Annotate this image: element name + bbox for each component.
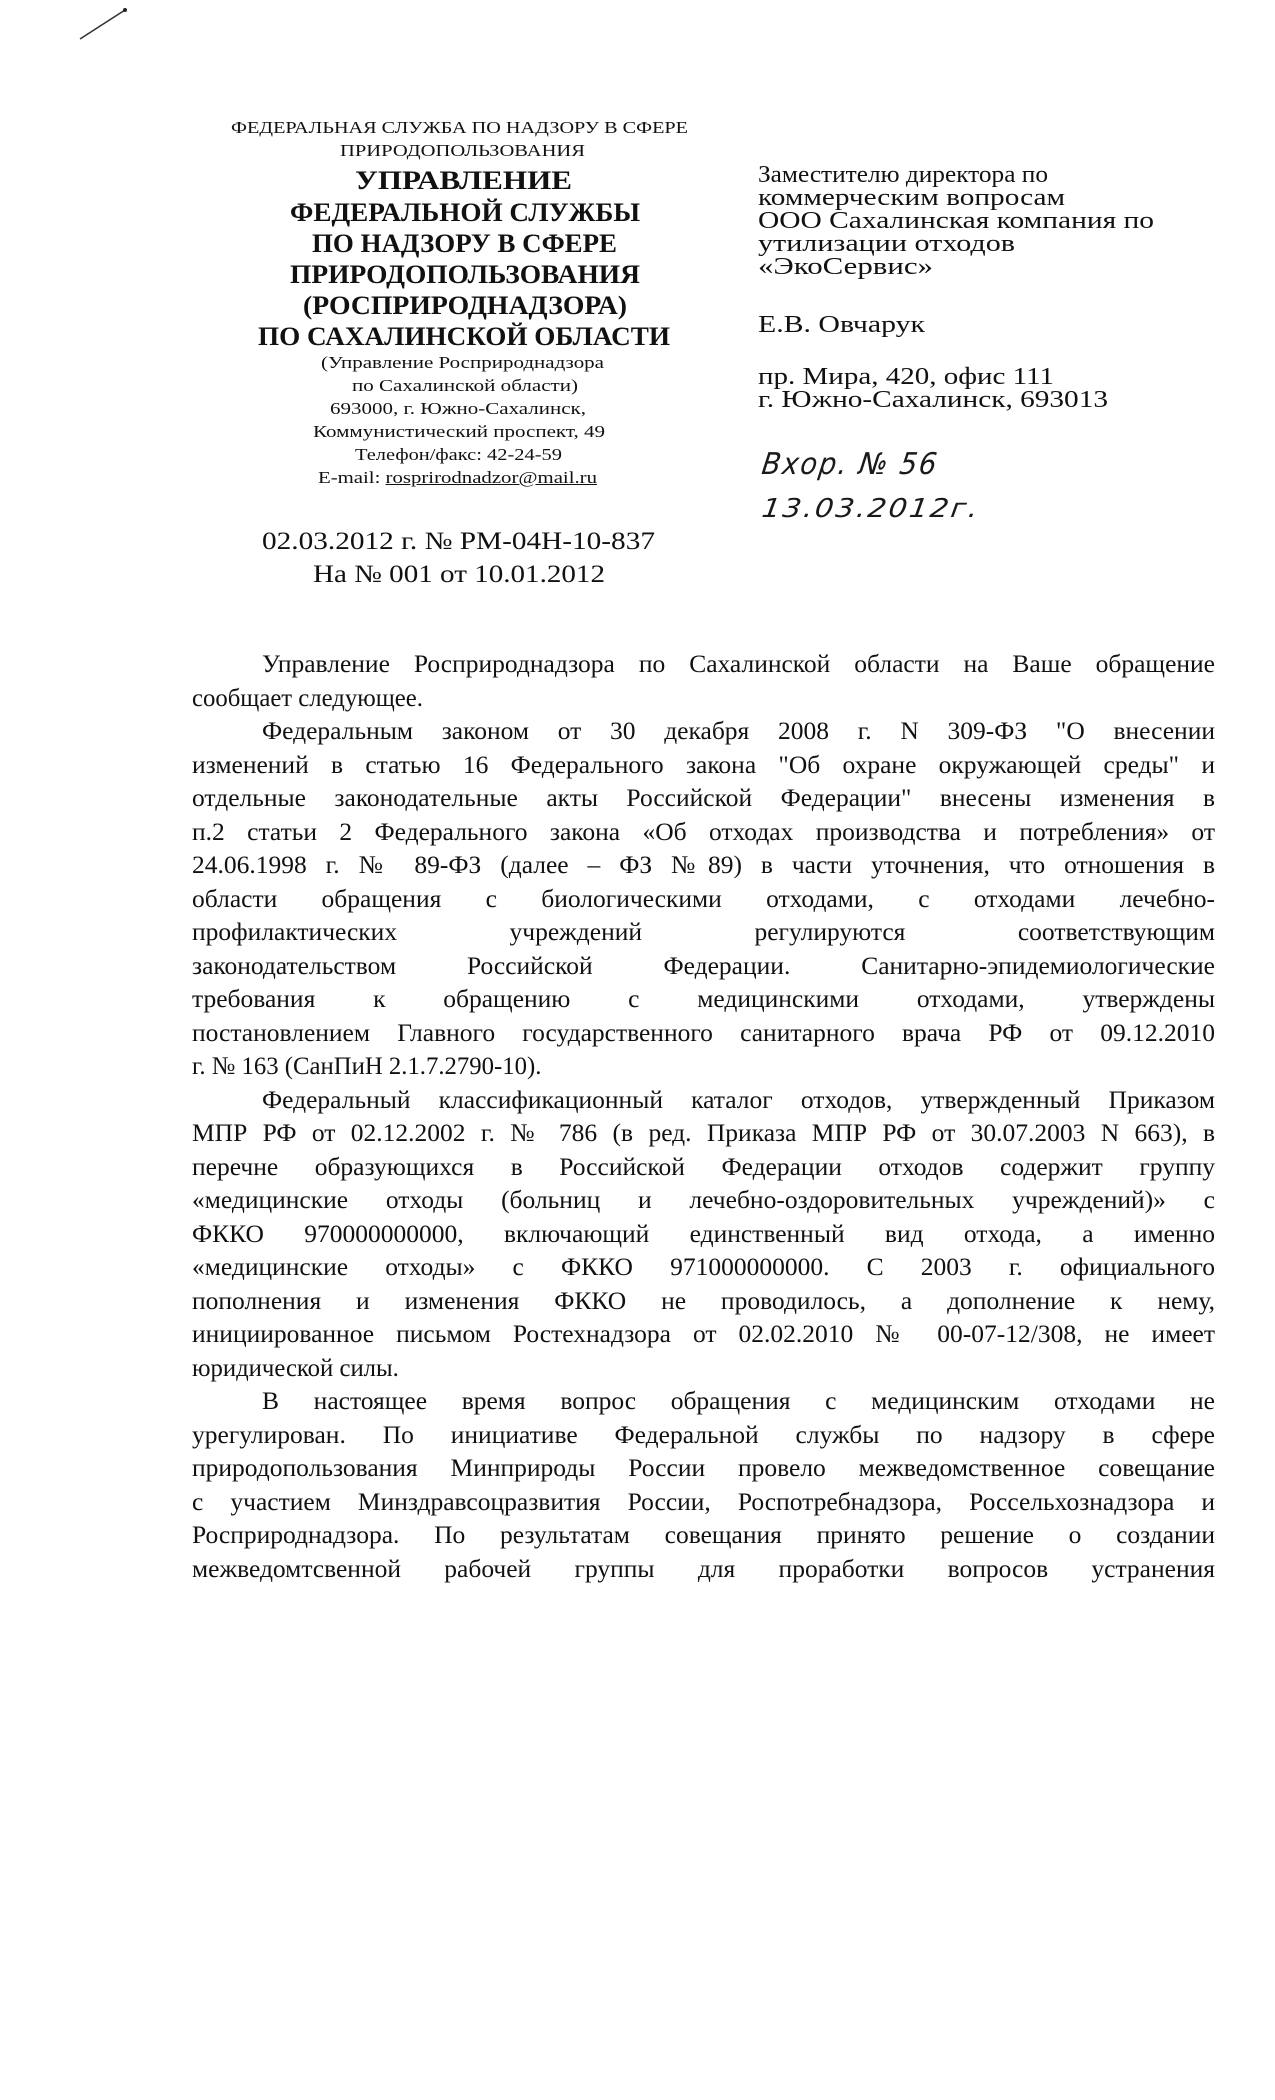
- agency-info-line: Телефон/факс: 42-24-59: [355, 445, 562, 464]
- recipient-line: ООО Сахалинская компания по: [758, 208, 1154, 234]
- body-text-line: пополнения и изменения ФККО не проводилось, а дополнение к нему,: [192, 1285, 1215, 1315]
- body-text-line: отдельные законодательные акты Российской Федерации" внесены изменения в: [192, 783, 1215, 812]
- agency-title-line: (РОСПРИРОДНАДЗОРА): [303, 291, 627, 320]
- recipient-address-line: пр. Мира, 420, офис 111: [758, 364, 1054, 390]
- agency-top-line: ФЕДЕРАЛЬНАЯ СЛУЖБА ПО НАДЗОРУ В СФЕРЕ: [231, 118, 688, 137]
- body-text-line: В настоящее время вопрос обращения с медицинским отходами не: [262, 1386, 1215, 1415]
- agency-title-line: ПО НАДЗОРУ В СФЕРЕ: [312, 229, 617, 258]
- body-text-line: п.2 статьи 2 Федерального закона «Об отходах производства и потребления» от: [192, 816, 1215, 846]
- recipient-line: утилизации отходов: [758, 231, 1015, 257]
- body-text-line: природопользования Минприроды России провело межведомственное совещание: [192, 1453, 1215, 1482]
- pen-stroke-mark: [0, 0, 200, 60]
- body-text-line: Управление Росприроднадзора по Сахалинской области на Ваше обращение: [262, 649, 1215, 678]
- body-text-line: МПР РФ от 02.12.2002 г. № 786 (в ред. Приказа МПР РФ от 30.07.2003 N 663), в: [192, 1118, 1215, 1147]
- body-text-line: области обращения с биологическими отходами, с отходами лечебно-: [192, 883, 1215, 913]
- agency-title-line: УПРАВЛЕНИЕ: [355, 166, 572, 195]
- body-text-line: Росприроднадзора. По результатам совещания принято решение о создании: [192, 1520, 1215, 1549]
- body-text-line: межведомтсвенной рабочей группы для проработки вопросов устранения: [192, 1553, 1215, 1583]
- incoming-number-handwritten: Вхор. № 56: [759, 447, 941, 482]
- agency-top-line: ПРИРОДОПОЛЬЗОВАНИЯ: [340, 141, 585, 160]
- body-text-line: законодательством Российской Федерации. Санитарно-эпидемиологические: [192, 950, 1215, 980]
- agency-email-line: [318, 468, 597, 487]
- body-text-line: инициированное письмом Ростехнадзора от 02.02.2010 № 00-07-12/308, не имеет: [192, 1319, 1215, 1348]
- reply-reference: На № 001 от 10.01.2012: [313, 561, 605, 588]
- recipient-address-line: г. Южно-Сахалинск, 693013: [758, 387, 1108, 413]
- outgoing-reference: 02.03.2012 г. № РМ-04Н-10-837: [262, 528, 655, 555]
- body-text-line: г. № 163 (СанПиН 2.1.7.2790-10).: [192, 1051, 542, 1080]
- body-text-line: перечне образующихся в Российской Федерации отходов содержит группу: [192, 1151, 1215, 1181]
- email-link[interactable]: rosprirodnadzor@mail.ru: [385, 468, 597, 487]
- email-label: E-mail:: [318, 468, 386, 487]
- recipient-line: Заместителю директора по: [758, 162, 1048, 188]
- body-text-line: с участием Минздравсоцразвития России, Роспотребнадзора, Россельхознадзора и: [192, 1486, 1215, 1516]
- body-text-line: изменений в статью 16 Федерального закона "Об охране окружающей среды" и: [192, 749, 1215, 779]
- agency-info-line: по Сахалинской области): [352, 376, 578, 395]
- body-text-line: сообщает следующее.: [192, 682, 423, 712]
- body-text-line: профилактических учреждений регулируются соответствующим: [192, 917, 1215, 946]
- body-text-line: Федеральным законом от 30 декабря 2008 г. N 309-ФЗ "О внесении: [262, 716, 1215, 745]
- recipient-line: «ЭкоСервис»: [758, 254, 933, 280]
- body-text-line: «медицинские отходы (больниц и лечебно-оздоровительных учреждений)» с: [192, 1185, 1215, 1214]
- body-text-line: ФККО 970000000000, включающий единственный вид отхода, а именно: [192, 1218, 1215, 1248]
- body-text-line: урегулирован. По инициативе Федеральной службы по надзору в сфере: [192, 1419, 1215, 1449]
- body-text-line: постановлением Главного государственного санитарного врача РФ от 09.12.2010: [192, 1017, 1215, 1047]
- agency-info-line: 693000, г. Южно-Сахалинск,: [330, 399, 586, 418]
- recipient-line: коммерческим вопросам: [758, 185, 1065, 211]
- agency-title-line: ПРИРОДОПОЛЬЗОВАНИЯ: [290, 260, 640, 289]
- agency-info-line: Коммунистический проспект, 49: [313, 422, 605, 441]
- incoming-date-handwritten: 13.03.2012г.: [759, 494, 983, 524]
- agency-title-line: ФЕДЕРАЛЬНОЙ СЛУЖБЫ: [290, 198, 640, 227]
- recipient-name: Е.В. Овчарук: [758, 312, 925, 338]
- body-text-line: 24.06.1998 г. № 89-ФЗ (далее – ФЗ №89) в части уточнения, что отношения в: [192, 850, 1215, 879]
- body-text-line: требования к обращению с медицинскими отходами, утверждены: [192, 984, 1215, 1013]
- agency-title-line: ПО САХАЛИНСКОЙ ОБЛАСТИ: [258, 322, 670, 351]
- body-text-line: «медицинские отходы» с ФККО 971000000000. С 2003 г. официального: [192, 1252, 1215, 1281]
- body-text-line: Федеральный классификационный каталог отходов, утвержденный Приказом: [262, 1084, 1215, 1114]
- body-text-line: юридической силы.: [192, 1352, 399, 1382]
- agency-info-line: (Управление Росприроднадзора: [321, 353, 604, 372]
